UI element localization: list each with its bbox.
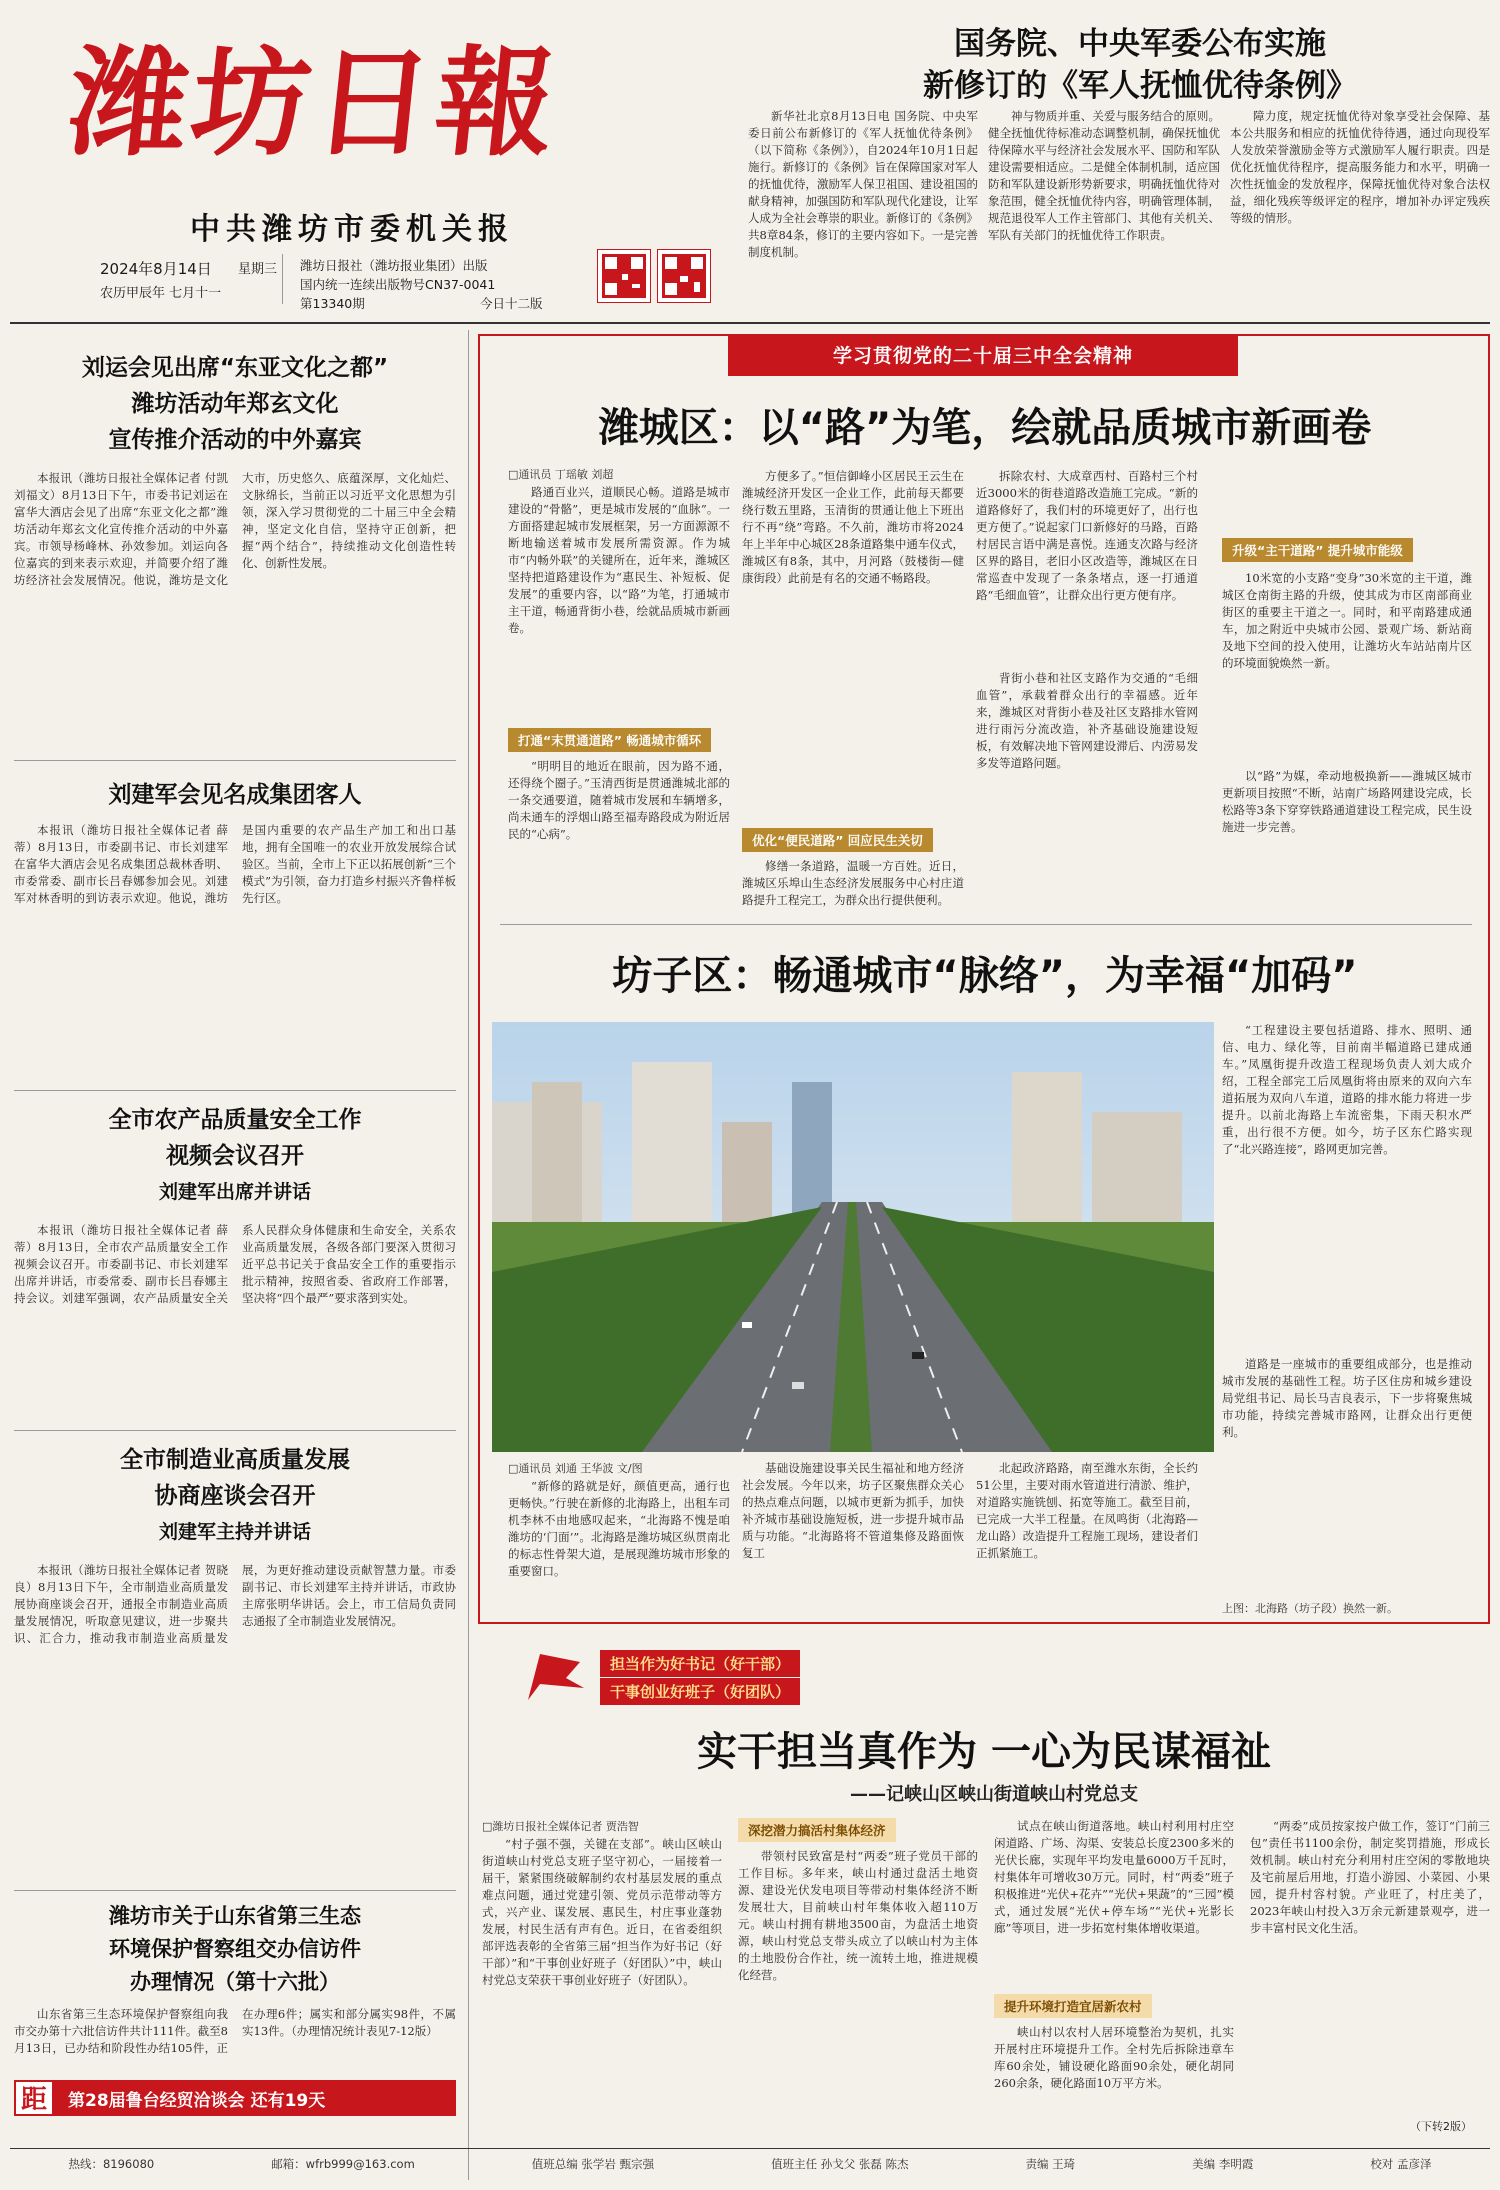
feature-col3-text: 试点在峡山街道落地。峡山村利用村庄空闲道路、广场、沟渠、安装总长度2300多米的光伏长廊，实现年平均发电量6000万千瓦时，村集体年可增收30万元。同时，村“两委”班子积极推进“光伏+花卉”“光伏+果蔬”的“三园”模式，通过发展“光伏+停车场”“光伏+光影长廊”等项目，进一步拓宽村集体增收渠道。 [994,1819,1234,1935]
weicheng-headline: 潍城区：以“路”为笔，绘就品质城市新画卷 [598,405,1372,451]
weicheng-sub3: 升级“主干道路” 提升城市能级 [1222,538,1413,562]
fangzi-col4b-text: 道路是一座城市的重要组成部分，也是推动城市发展的基础性工程。坊子区住房和城乡建设局党组书记、局长马吉良表示，下一步将聚焦城市功能，持续完善城市路网，让群众出行更便利。 [1222,1357,1472,1439]
footer-email: 邮箱：wfrb999@163.com [271,2157,415,2171]
left-article-4-title: 全市制造业高质量发展 协商座谈会召开 刘建军主持并讲话 [120,1447,350,1543]
road-photo [492,1022,1214,1452]
continued-note: （下转2版） [1410,2120,1472,2133]
badge-line-1: 担当作为好书记（好干部） [600,1650,800,1677]
countdown-char: 距 [14,2080,54,2116]
weicheng-col2-text: 方便多了。”恒信御峰小区居民王云生在潍城经济开发区一企业工作，此前每天都要绕行数五里路，玉清街的贯通让他上下班出行不再“绕”弯路。不久前，潍坊市将2024年上半年中心城区28条道路集中通车仪式，潍城区有8条，其中，月河路（鼓楼街—健康街段）此前是有名的交通不畅路段。 [742,469,964,585]
footer-editor-5: 校对 孟彦泽 [1370,2157,1432,2171]
left-article-2-text: 本报讯（潍坊日报社全媒体记者 薛蒂）8月13日，市委副书记、市长刘建军在富华大酒店会见名成集团总裁林香明、市委常委、副市长吕春娜参加会见。刘建军对林香明的到访表示欢迎。他说，潍坊是国内重要的农产品生产加工和出口基地，拥有全国唯一的农业开放发展综合试验区。当前，全市上下正以拓展创新“三个模式”为引领，奋力打造乡村振兴齐鲁样板先行区。 [14,823,456,905]
badge-line-2: 干事创业好班子（好团队） [600,1678,800,1705]
fangzi-col2-text: 基础设施建设事关民生福祉和地方经济社会发展。今年以来，坊子区聚焦群众关心的热点难点问题，以城市更新为抓手，加快补齐城市基础设施短板，进一步提升城市品质与功能。“北海路将不管道集修及路面恢复工 [742,1461,964,1560]
masthead-weekday: 星期三 [238,262,278,277]
feature-col1-text: “村子强不强，关键在支部”。峡山区峡山街道峡山村党总支班子坚守初心，一届接着一届干，紧紧围绕破解制约农村基层发展的重点难点问题，通过党建引领、党员示范带动等方式，兴产业、谋发展、惠民生，村庄事业蓬勃发展，村民生活有声有色。近日，在省委组织部评选表彰的全省第三届“担当作为好书记（好干部）”和“干事创业好班子（好团队）”中，峡山村党总支荣获干事创业好班子（好团队）。 [482,1837,722,1987]
left-article-2-title: 刘建军会见名成集团客人 [108,782,362,808]
feature-col4-text: “两委”成员按家按户做工作，签订“门前三包”责任书1100余份，制定奖罚措施，形成长效机制。峡山村充分利用村庄空闲的零散地块及宅前屋后用地，打造小游园、小菜园、小果园，提升村容村貌。产业旺了，村庄美了，2023年峡山村投入3万余元新建景观亭，进一步丰富村民文化生活。 [1250,1819,1490,1935]
masthead-lunar: 农历甲辰年 七月十一 [100,286,222,301]
qr-code-icon [598,250,650,302]
masthead-title: 潍坊日報 [62,33,566,172]
weicheng-col1b-text: “明明目的地近在眼前，因为路不通，还得绕个圈子。”玉清西街是贯通潍城北部的一条交通要道，随着城市发展和车辆增多，尚未通车的浮烟山路至福寿路段成为附近居民的“心病”。 [508,759,730,841]
left-article-1-title: 刘运会见出席“东亚文化之都” 潍坊活动年郑玄文化 宣传推介活动的中外嘉宾 [81,355,389,453]
footer-editor-3: 责编 王琦 [1025,2157,1076,2171]
masthead-date: 2024年8月14日 [100,260,212,278]
flag-icon [520,1648,590,1706]
weicheng-sub2: 优化“便民道路” 回应民生关切 [742,828,933,852]
weicheng-sub1: 打通“末贯通道路” 畅通城市循环 [508,728,711,752]
left-article-1-text: 本报讯（潍坊日报社全媒体记者 付凯 刘福文）8月13日下午，市委书记刘运在富华大酒店会见了出席“东亚文化之都”潍坊活动年郑玄文化宣传推介活动的中外嘉宾。市领导杨峰林、孙效参加。刘运向各位嘉宾的到来表示欢迎，并简要介绍了潍坊经济社会发展情况。他说，潍坊是文化大市，历史悠久、底蕴深厚，文化灿烂、文脉绵长，当前正以习近平文化思想为引领，深入学习贯彻党的二十届三中全会精神，坚定文化自信，坚持守正创新，把握“两个结合”，持续推动文化创造性转化、创新性发展。 [14,471,456,587]
weicheng-col2b-text: 修缮一条道路，温暖一方百姓。近日，潍城区乐埠山生态经济发展服务中心村庄道路提升工程完工，为群众出行提供便利。 [742,859,964,907]
feature-sub2: 提升环境打造宜居新农村 [994,1994,1152,2018]
fangzi-headline: 坊子区：畅通城市“脉络”，为幸福“加码” [612,953,1358,999]
masthead-subtitle: 中共潍坊市委机关报 [190,212,514,247]
footer-editor-1: 值班总编 张学岩 甄宗强 [531,2157,655,2171]
feature-sub1: 深挖潜力搞活村集体经济 [738,1818,896,1842]
feature-col3b-text: 峡山村以农村人居环境整治为契机，扎实开展村庄环境提升工作。全村先后拆除违章车库60余处，铺设硬化路面90余处，硬化胡同260余条，硬化路面10万平方米。 [994,2025,1234,2090]
top-story-col2: 神与物质并重、关爱与服务结合的原则。健全抚恤优待标准动态调整机制，确保抚恤优待保障水平与经济社会发展水平、国防和军队建设需要相适应。二是健全体制机制，适应国防和军队建设新形势新要求，明确抚恤优待对象范围，健全抚恤优待内容，明确管理体制，规范退役军人工作主管部门、其他有关机关、军队有关部门的抚恤优待工作职责。 [988,109,1220,242]
weicheng-col3-text: 拆除农村、大成章西村、百路村三个村近3000米的街巷道路改造施工完成。“新的道路修好了，我们村的环境更好了，出行也更方便了。”说起家门口新修好的马路，百路村居民言语中满是喜悦。连通支次路与经济区界的路目，老旧小区改造等，潍城区在日常巡查中发现了一条条堵点，逐一打通道路“毛细血管”，让群众出行更方便有序。 [976,469,1198,602]
weicheng-byline: □通讯员 丁瑶敏 刘超 [508,468,614,481]
footer [10,2156,1490,2180]
weicheng-col4-text: 10米宽的小支路“变身”30米宽的主干道，潍城区仓南街主路的升级，使其成为市区南部商业街区的重要主干道之一。同时，和平南路建成通车，加之附近中央城市公园、景观广场、新站商及地下空间的投入使用，让潍坊火车站站南片区的环境面貌焕然一新。 [1222,571,1472,670]
masthead-publisher: 潍坊日报社（潍坊报业集团）出版 [300,258,488,273]
photo-caption: 上图：北海路（坊子段）换然一新。 [1222,1602,1398,1615]
qr-code-icon [658,250,710,302]
top-story-col1: 新华社北京8月13日电 国务院、中央军委日前公布新修订的《军人抚恤优待条例》（以下简称《条例》），自2024年10月1日起施行。新修订的《条例》旨在保障国家对军人的抚恤优待，激励军人保卫祖国、建设祖国的献身精神，加强国防和军队现代化建设，让军人成为全社会尊崇的职业。新修订的《条例》共8章84条，修订的主要内容如下。一是完善制度机制。 [748,109,978,259]
masthead-cn: 国内统一连续出版物号CN37-0041 [300,277,496,292]
masthead-pages: 今日十二版 [480,296,543,311]
left-article-4-text: 本报讯（潍坊日报社全媒体记者 贺晓良）8月13日下午，全市制造业高质量发展协商座谈会召开，通报全市制造业高质量发展情况，听取意见建议，进一步聚共识、汇合力，推动我市制造业高质量发展，为更好推动建设贡献智慧力量。市委副书记、市长刘建军主持并讲话，市政协主席张明华讲话。会上，市工信局负责同志通报了全市制造业发展情况。 [14,1563,456,1645]
feature-col2-text: 带领村民致富是村“两委”班子党员干部的工作目标。多年来，峡山村通过盘活土地资源、建设光伏发电项目等带动村集体经济不断发展壮大，目前峡山村年集体收入超110万元。峡山村拥有耕地3500亩，为盘活土地资源，峡山村党总支带头成立了以峡山村为主体的土地股份合作社，统一流转土地，推进规模化经营。 [738,1849,978,1982]
left-article-5-title: 潍坊市关于山东省第三生态 环境保护督察组交办信访件 办理情况（第十六批） [109,1904,361,1994]
feature-badge [520,1648,920,1706]
feature-title: 实干担当真作为 一心为民谋福祉 [697,1728,1271,1775]
left-article-5-text: 山东省第三生态环境保护督察组向我市交办第十六批信访件共计111件。截至8月13日，已办结和阶段性办结105件，正在办理6件；属实和部分属实98件，不属实13件。（办理情况统计表见7-12版） [14,2007,456,2055]
feature-subtitle: ——记峡山区峡山街道峡山村党总支 [850,1784,1138,1805]
footer-editor-2: 值班主任 孙戈父 张磊 陈杰 [771,2157,909,2171]
feature-byline: □潍坊日报社全媒体记者 贾浩智 [482,1820,639,1833]
fangzi-col3-text: 北起政济路路，南至潍水东街，全长约51公里，主要对雨水管道进行清淤、维护，对道路实施铣刨、拓宽等施工。截至目前，已完成一大半工程量。在凤鸣街（北海路—龙山路）改造提升工程施工现场，建设者们正抓紧施工。 [976,1461,1198,1560]
weicheng-col3b-text: 背街小巷和社区支路作为交通的“毛细血管”，承载着群众出行的幸福感。近年来，潍城区对背街小巷及社区支路排水管网进行雨污分流改造，补齐基础设施建设短板，有效解决地下管网建设滞后、内涝易发多发等道路问题。 [976,671,1198,770]
weicheng-col1-text: 路通百业兴，道顺民心畅。道路是城市建设的“骨骼”，更是城市发展的“血脉”。一方面搭建起城市发展框架，另一方面源源不断地输送着城市发展所需资源。作为城市“内畅外联”的关键所在，近年来，潍城区坚持把道路建设作为“惠民生、补短板、促发展”的重要内容，以“路”为笔，打通城市主干道，畅通背街小巷，绘就品质城市新画卷。 [508,485,730,635]
fangzi-byline: □通讯员 刘通 王华波 文/图 [508,1462,643,1475]
countdown-banner [14,2080,456,2116]
top-story-col3: 障力度，规定抚恤优待对象享受社会保障、基本公共服务和相应的抚恤优待待遇，通过向现役军人发放荣誉激励金等方式激励军人履行职责。四是优化抚恤优待程序，提高服务能力和水平，明确一次性抚恤金的发放程序，保障抚恤优待对象合法权益，细化残疾等级评定的程序，增加补办评定残疾等级的情形。 [1230,109,1490,225]
top-story-title-1: 国务院、中央军委公布实施 [954,26,1326,62]
footer-editor-4: 美编 李明霞 [1192,2157,1254,2171]
footer-tel: 热线：8196080 [68,2157,155,2171]
top-story-title-2: 新修订的《军人抚恤优待条例》 [923,68,1357,104]
weicheng-col4b-text: 以“路”为媒，牵动地极换新——潍城区城市更新项目按照“不断，站南广场路网建设完成，长松路等3条下穿穿铁路通道建设工程完成，民生设施进一步完善。 [1222,769,1472,834]
fangzi-col4-text: “工程建设主要包括道路、排水、照明、通信、电力、绿化等，目前南半幅道路已建成通车。”凤凰街提升改造工程现场负责人刘大成介绍，工程全部完工后凤凰街将由原来的双向六车道拓展为双向八车道，道路的排水能力将进一步提升。以前北海路上车流密集，下雨天积水严重，出行很不方便。如今，坊子区东伫路实现了“北兴路连接”，路网更加完善。 [1222,1023,1472,1156]
section-banner: 学习贯彻党的二十届三中全会精神 [728,336,1238,376]
left-article-3-title: 全市农产品质量安全工作 视频会议召开 刘建军出席并讲话 [108,1107,362,1203]
masthead-issue: 第13340期 [300,296,365,311]
left-article-3-text: 本报讯（潍坊日报社全媒体记者 薛蒂）8月13日，全市农产品质量安全工作视频会议召开。市委副书记、市长刘建军出席并讲话，市委常委、副市长吕春娜主持会议。刘建军强调，农产品质量安全关系人民群众身体健康和生命安全，关系农业高质量发展，各级各部门要深入贯彻习近平总书记关于食品安全工作的重要指示批示精神，按照省委、省政府工作部署，坚决将“四个最严”要求落到实处。 [14,1223,456,1305]
fangzi-col1-text: “新修的路就是好，颜值更高，通行也更畅快。”行驶在新修的北海路上，出租车司机李林不由地感叹起来，“北海路不愧是咱潍坊的‘门面’”。北海路是潍坊城区纵贯南北的标志性骨架大道，是展现潍坊城市形象的重要窗口。 [508,1479,730,1578]
countdown-text: 第28届鲁台经贸洽谈会 还有19天 [68,2090,326,2111]
